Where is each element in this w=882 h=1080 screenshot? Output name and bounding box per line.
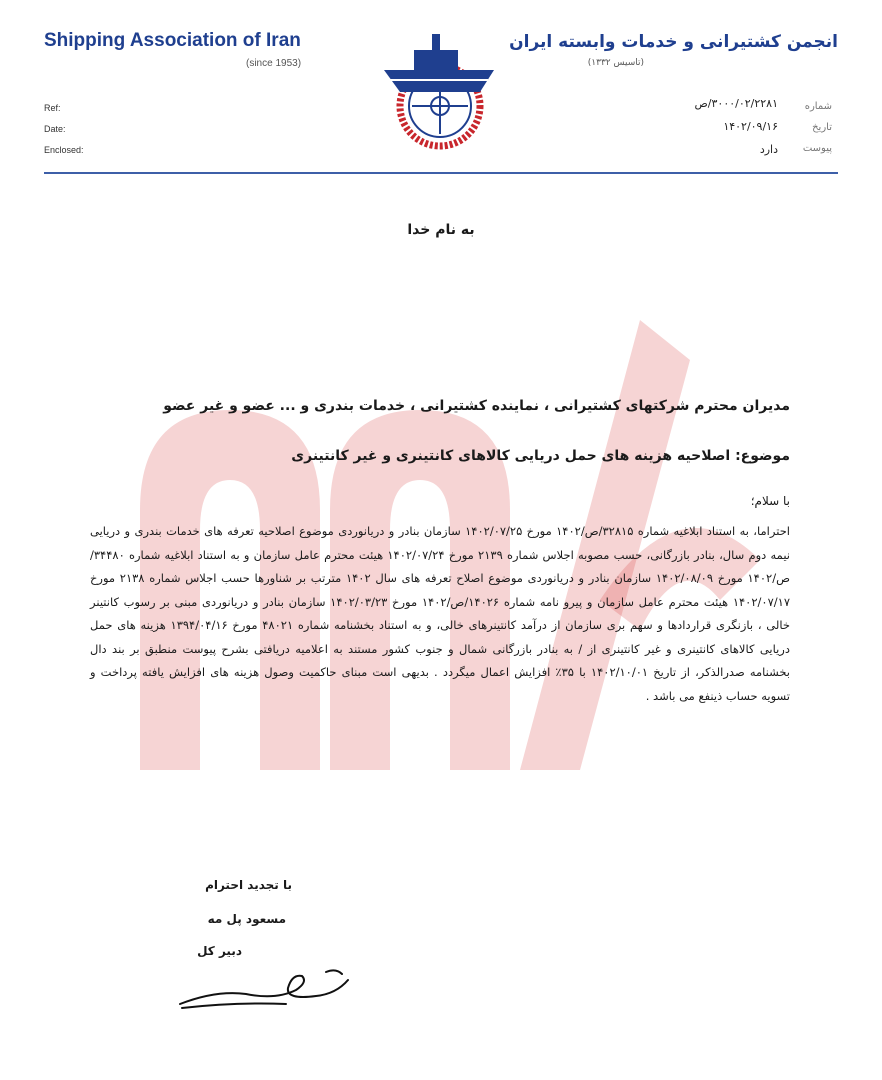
subject-line: موضوع: اصلاحیه هزینه های حمل دریایی کالاهای کانتینری و غیر کانتینری [291,448,790,464]
letter-body: احتراما، به استناد ابلاغیه شماره ۳۲۸۱۵/ص/۱۴۰۲ مورخ ۱۴۰۲/۰۷/۲۵ سازمان بنادر و دریانوردی موضوع اصلاحیه تعرفه های خدمات بندری و دریایی نیمه دوم سال، بنادر بازرگانی، حسب مصوبه اجلاس شماره ۲۱۳۹ مورخ ۱۴۰۲/۰۷/۲۴ هیئت محترم عامل سازمان و به استناد ابلاغیه شماره ۳۴۴۸۰/ص/۱۴۰۲ مورخ ۱۴۰۲/۰۸/۰۹ سازمان بنادر و دریانوردی موضوع اصلاح تعرفه های سال ۱۴۰۲ مترتب بر شناورها حسب اجلاس شماره ۲۱۳۸ مورخ ۱۴۰۲/۰۷/۱۷ هیئت محترم عامل سازمان و پیرو نامه شماره ۱۴۰۲۶/ص/۱۴۰۲ مورخ ۱۴۰۲/۰۳/۲۳ سازمان بنادر و دریانوردی مبنی بر رسوب کانتینر خالی ، بازنگری قراردادها و سهم بری سازمان از درآمد کانتینرهای خالی، و به استناد بخشنامه شماره ۴۸۰۲۱ مورخ ۱۳۹۴/۰۴/۱۶ هزینه های حمل دریایی کالاهای کانتینری و غیر کانتینری از / به بنادر بازرگانی شمال و جنوب کشور مستند به اعلامیه دریافتی بشرح پیوست منطبق بر بند دال بخشنامه صدرالذکر، از تاریخ ۱۴۰۲/۱۰/۰۱ با ۳۵٪ افزایش اعمال میگردد . بدیهی است مبنای حاکمیت وصول هزینه های افزایش یافته پرداخت و تسویه حساب ذینفع می باشد . [90,524,791,703]
letter-date: ۱۴۰۲/۰۹/۱۶ [723,120,778,133]
persian-org-name: انجمن کشتیرانی و خدمات وابسته ایران [509,32,838,52]
invocation: به نام خدا [407,222,475,238]
english-ref-label: Ref: [44,103,61,113]
persian-enclosed-label: پیوست [802,143,832,154]
english-date-label: Date: [44,124,66,134]
persian-founded-year: (تاسیس ۱۳۳۲) [587,58,644,68]
persian-ref-labels [803,96,832,159]
signer-name: مسعود پل مه [207,912,286,926]
enclosed-value: دارد [759,143,778,156]
addressee-line: مدیران محترم شرکتهای کشتیرانی ، نماینده کشتیرانی ، خدمات بندری و ... عضو و غیر عضو [163,398,790,414]
english-ref-labels [44,98,84,161]
english-founded-year: (since 1953) [246,58,302,69]
signer-title: دبیر کل [197,944,242,958]
persian-ref-label: شماره [804,101,832,112]
association-logo [376,30,504,150]
persian-ref-values [694,92,778,161]
header-divider [44,172,838,174]
persian-date-label: تاریخ [812,122,832,133]
closing-phrase: با تجدید احترام [205,878,292,892]
ref-number: ۳۰۰۰/۰۲/۲۲۸۱/ص [694,97,778,110]
handwritten-signature [176,960,366,1012]
greeting: با سلام؛ [750,494,790,508]
english-org-name: Shipping Association of Iran [44,30,301,51]
english-enclosed-label: Enclosed: [44,145,84,155]
